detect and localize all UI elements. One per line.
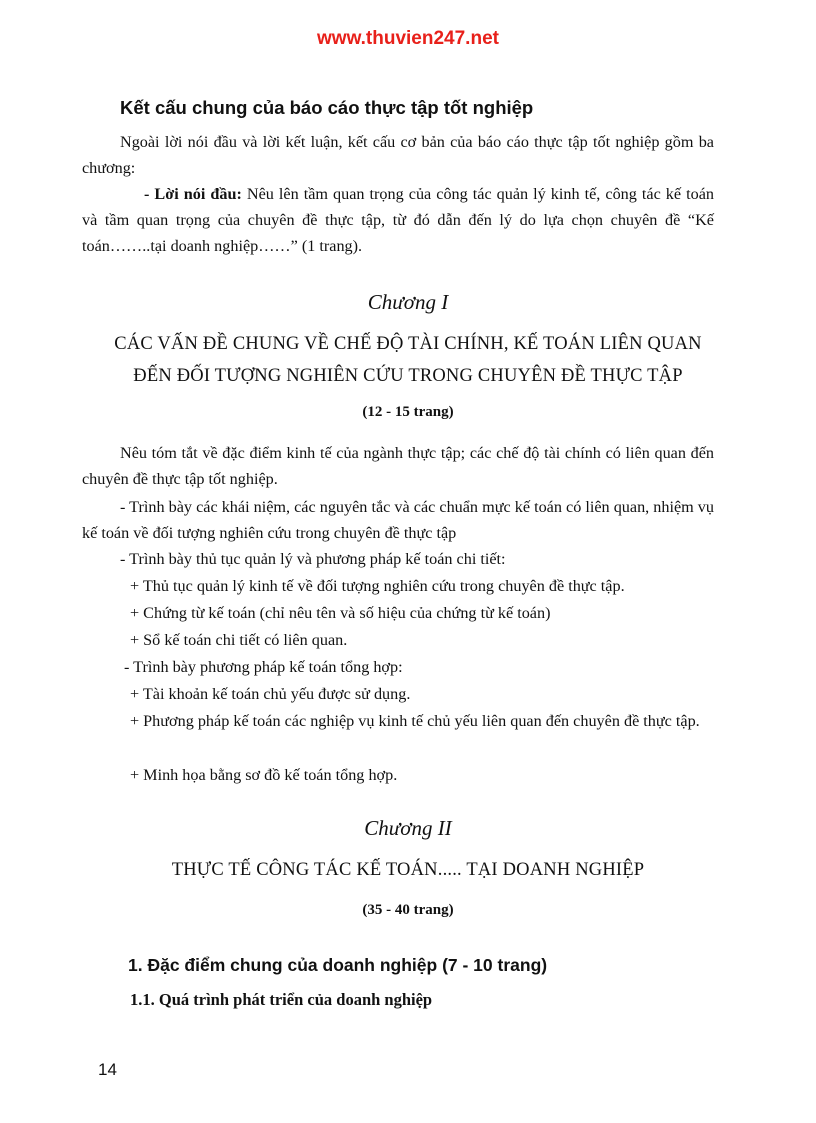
intro-paragraph: Ngoài lời nói đầu và lời kết luận, kết cấu cơ bản của báo cáo thực tập tốt nghiệp gồm ba chương: (82, 133, 714, 177)
chapter1-pages: (12 - 15 trang) (362, 404, 454, 420)
preface-paragraph (82, 181, 714, 259)
chapter1-title-line2: ĐẾN ĐỐI TƯỢNG NGHIÊN CỨU TRONG CHUYÊN ĐỀ THỰC TẬP (133, 366, 683, 386)
chapter2-heading1-1: 1.1. Quá trình phát triển của doanh nghiệp (130, 990, 433, 1009)
chapter1-label: Chương I (367, 290, 449, 314)
chapter1-line8: + Tài khoản kế toán chủ yếu được sử dụng. (130, 685, 411, 703)
chapter1-paragraph1: Nêu tóm tắt về đặc điểm kinh tế của ngành thực tập; các chế độ tài chính có liên quan đến chuyên đề thực tập tốt nghiệp. (82, 444, 714, 488)
preface-label: - Lời nói đầu: (144, 185, 242, 203)
chapter2-title: THỰC TẾ CÔNG TÁC KẾ TOÁN..... TẠI DOANH NGHIỆP (171, 860, 645, 880)
chapter2-pages: (35 - 40 trang) (362, 902, 454, 918)
page-number: 14 (98, 1060, 117, 1079)
chapter2-heading1: 1. Đặc điểm chung của doanh nghiệp (7 - 10 trang) (128, 955, 548, 975)
chapter1-line4: + Thủ tục quản lý kinh tế về đối tượng nghiên cứu trong chuyên đề thực tập. (130, 577, 625, 595)
chapter1-line10: + Minh họa bằng sơ đồ kế toán tổng hợp. (130, 766, 398, 784)
chapter1-line6: + Sổ kế toán chi tiết có liên quan. (130, 631, 348, 649)
preface-text: Nêu lên tầm quan trọng của công tác quản lý kinh tế, công tác kế toán và tầm quan trọng của chuyên đề thực tập, từ đó dẫn đến lý do lựa chọn chuyên đề “Kế toán……..tại doanh nghiệp……” (1 trang). (82, 185, 714, 255)
section-heading: Kết cấu chung của báo cáo thực tập tốt nghiệp (120, 97, 534, 118)
chapter1-paragraph9: + Phương pháp kế toán các nghiệp vụ kinh tế chủ yếu liên quan đến chuyên đề thực tập. (130, 712, 700, 730)
chapter1-line3: - Trình bày thủ tục quản lý và phương pháp kế toán chi tiết: (120, 550, 506, 568)
chapter1-paragraph2: - Trình bày các khái niệm, các nguyên tắc và các chuẩn mực kế toán có liên quan, nhiệm vụ kế toán về đối tượng nghiên cứu trong chuyên đề thực tập (82, 498, 714, 542)
chapter1-title-line1: CÁC VẤN ĐỀ CHUNG VỀ CHẾ ĐỘ TÀI CHÍNH, KẾ TOÁN LIÊN QUAN (114, 334, 702, 354)
chapter2-label: Chương II (364, 816, 452, 840)
chapter1-line7: - Trình bày phương pháp kế toán tổng hợp: (124, 658, 403, 676)
chapter1-line5: + Chứng từ kế toán (chỉ nêu tên và số hiệu của chứng từ kế toán) (130, 604, 551, 622)
watermark-link[interactable]: www.thuvien247.net (317, 28, 499, 49)
